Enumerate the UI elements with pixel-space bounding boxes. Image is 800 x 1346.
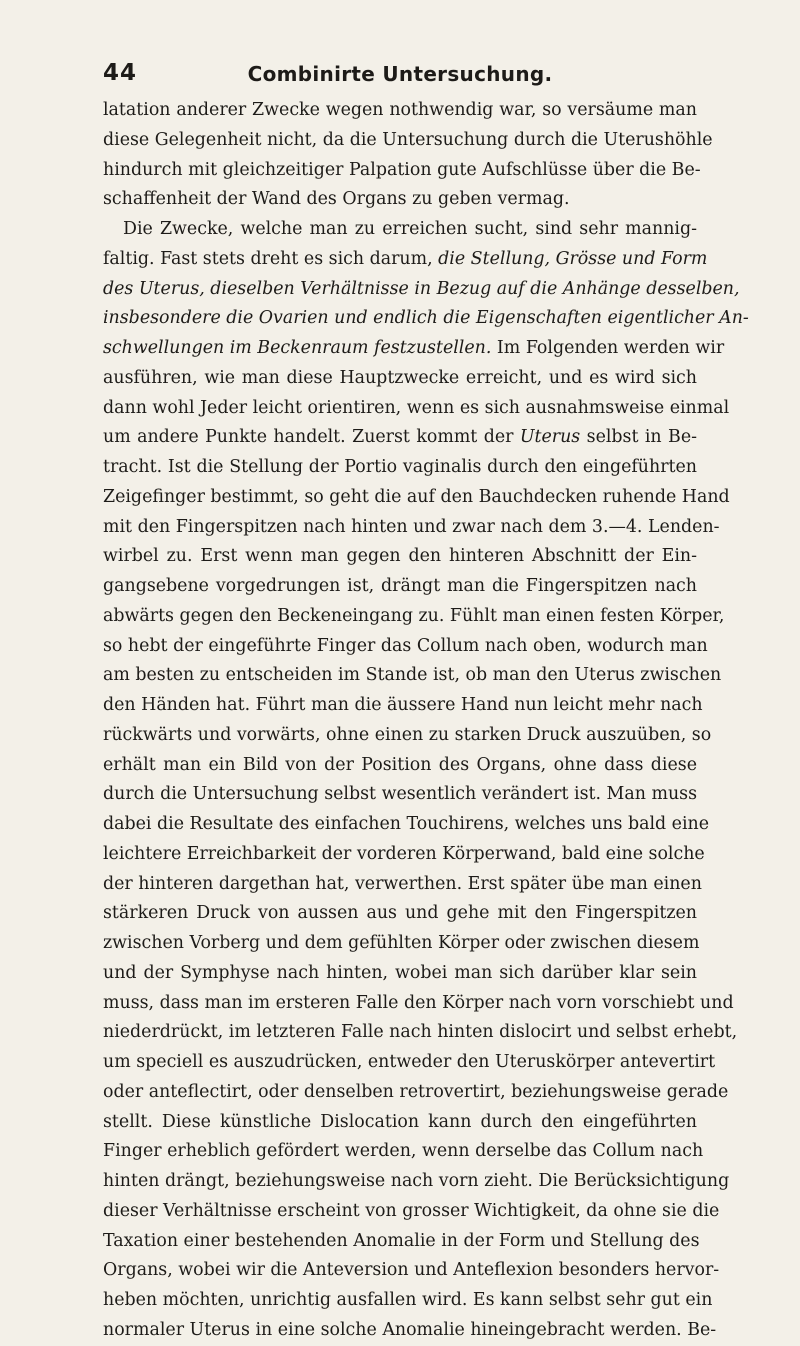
page-number: 44 bbox=[103, 60, 138, 86]
text-run: der hinteren dargethan hat, verwerthen. Erst später übe man einen bbox=[103, 873, 702, 894]
text-run: Im Folgenden werden wir bbox=[491, 338, 725, 358]
text-run: diese Gelegenheit nicht, da die Untersuchung durch die Uterushöhle bbox=[103, 129, 713, 150]
text-line bbox=[103, 394, 730, 424]
text-line bbox=[103, 1167, 730, 1197]
text-run: faltig. Fast stets dreht es sich darum, bbox=[103, 248, 439, 269]
text-line bbox=[103, 1286, 713, 1316]
text-line bbox=[103, 96, 697, 126]
text-run: Finger erheblich gefördert werden, wenn derselbe das Collum nach bbox=[103, 1141, 704, 1162]
text-run: zwischen Vorberg und dem gefühlten Körper oder zwischen diesem bbox=[103, 933, 700, 953]
text-line bbox=[103, 215, 697, 245]
text-line bbox=[103, 542, 697, 572]
text-run: muss, dass man im ersteren Falle den Körper nach vorn vorschiebt und bbox=[103, 992, 734, 1013]
text-run: dieser Verhältnisse erscheint von grosser Wichtigkeit, da ohne sie die bbox=[103, 1200, 720, 1221]
text-line bbox=[103, 364, 697, 394]
text-run: latation anderer Zwecke wegen nothwendig war, so versäume man bbox=[103, 100, 697, 120]
text-run: stellt. Diese künstliche Dislocation kann durch den eingeführten bbox=[103, 1111, 697, 1132]
paragraph bbox=[103, 215, 749, 1346]
text-line bbox=[103, 1227, 700, 1257]
text-run: tracht. Ist die Stellung der Portio vaginalis durch den eingeführten bbox=[103, 457, 697, 477]
text-run: Die Zwecke, welche man zu erreichen sucht, sind sehr mannig- bbox=[123, 219, 697, 239]
text-run: um andere Punkte handelt. Zuerst kommt der bbox=[103, 427, 520, 448]
text-run: rückwärts und vorwärts, ohne einen zu starken Druck auszuüben, so bbox=[103, 724, 712, 745]
text-line bbox=[103, 513, 720, 543]
text-line bbox=[103, 1108, 697, 1138]
text-line bbox=[103, 1137, 704, 1167]
text-run: Zeigefinger bestimmt, so geht die auf den Bauchdecken ruhende Hand bbox=[103, 486, 730, 507]
text-line bbox=[103, 721, 712, 751]
text-run: Organs, wobei wir die Anteversion und Anteflexion besonders hervor- bbox=[103, 1260, 720, 1281]
page-header bbox=[103, 60, 697, 88]
text-run: ausführen, wie man diese Hauptzwecke erreicht, und es wird sich bbox=[103, 367, 697, 388]
text-line bbox=[103, 632, 708, 662]
text-line bbox=[103, 780, 697, 810]
text-run: gangsebene vorgedrungen ist, drängt man die Fingerspitzen nach bbox=[103, 576, 697, 596]
text-line bbox=[103, 959, 697, 989]
text-line bbox=[103, 275, 740, 305]
italic-text: des Uterus, dieselben Verhältnisse in Bezug auf die Anhänge desselben, bbox=[103, 278, 740, 299]
text-run: durch die Untersuchung selbst wesentlich verändert ist. Man muss bbox=[103, 784, 697, 805]
text-line bbox=[103, 334, 725, 364]
text-line bbox=[103, 929, 700, 959]
text-line bbox=[103, 126, 713, 156]
text-line bbox=[103, 1018, 738, 1048]
text-line bbox=[103, 691, 703, 721]
text-run: stärkeren Druck von aussen aus und gehe mit den Fingerspitzen bbox=[103, 903, 697, 924]
body-text bbox=[103, 96, 749, 1346]
text-run: niederdrückt, im letzteren Falle nach hinten dislocirt und selbst erhebt, bbox=[103, 1022, 738, 1043]
text-line bbox=[103, 185, 697, 215]
text-run: Taxation einer bestehenden Anomalie in der Form und Stellung des bbox=[103, 1230, 700, 1251]
italic-text: schwellungen im Beckenraum festzustellen. bbox=[103, 338, 492, 358]
text-line bbox=[103, 1078, 729, 1108]
text-line bbox=[103, 245, 708, 275]
text-run: leichtere Erreichbarkeit der vorderen Körperwand, bald eine solche bbox=[103, 843, 705, 864]
text-run: selbst in Be- bbox=[580, 427, 697, 448]
text-line bbox=[103, 453, 697, 483]
text-line bbox=[103, 1197, 720, 1227]
text-line bbox=[103, 1256, 720, 1286]
text-line bbox=[103, 810, 710, 840]
text-run: oder anteflectirt, oder denselben retrovertirt, beziehungsweise gerade bbox=[103, 1081, 729, 1102]
text-run: schaffenheit der Wand des Organs zu geben vermag. bbox=[103, 189, 570, 210]
italic-text: die Stellung, Grösse und Form bbox=[438, 248, 708, 269]
text-line bbox=[103, 602, 725, 632]
text-run: am besten zu entscheiden im Stande ist, ob man den Uterus zwischen bbox=[103, 665, 722, 686]
running-title: Combinirte Untersuchung. bbox=[247, 62, 553, 86]
text-line bbox=[103, 423, 697, 453]
text-run: heben möchten, unrichtig ausfallen wird. Es kann selbst sehr gut ein bbox=[103, 1290, 713, 1310]
text-run: den Händen hat. Führt man die äussere Hand nun leicht mehr nach bbox=[103, 695, 703, 715]
text-line bbox=[103, 1316, 717, 1346]
text-line bbox=[103, 661, 722, 691]
text-run: und der Symphyse nach hinten, wobei man sich darüber klar sein bbox=[103, 962, 697, 983]
italic-text: insbesondere die Ovarien und endlich die Eigenschaften eigentlicher An- bbox=[103, 308, 749, 329]
text-line bbox=[103, 156, 701, 186]
text-run: dabei die Resultate des einfachen Touchirens, welches uns bald eine bbox=[103, 814, 710, 834]
text-line bbox=[103, 870, 702, 900]
paragraph bbox=[103, 96, 713, 215]
text-run: mit den Fingerspitzen nach hinten und zwar nach dem 3.—4. Lenden- bbox=[103, 516, 720, 537]
text-line bbox=[103, 304, 749, 334]
text-run: normaler Uterus in eine solche Anomalie hineingebracht werden. Be- bbox=[103, 1319, 717, 1340]
text-line bbox=[103, 751, 697, 781]
text-run: abwärts gegen den Beckeneingang zu. Fühlt man einen festen Körper, bbox=[103, 605, 725, 626]
text-line bbox=[103, 483, 730, 513]
text-run: erhält man ein Bild von der Position des Organs, ohne dass diese bbox=[103, 754, 697, 775]
text-line bbox=[103, 899, 697, 929]
text-run: hinten drängt, beziehungsweise nach vorn zieht. Die Berücksichtigung bbox=[103, 1171, 730, 1191]
text-run: hindurch mit gleichzeitiger Palpation gute Aufschlüsse über die Be- bbox=[103, 159, 701, 180]
text-line bbox=[103, 840, 705, 870]
text-line bbox=[103, 1048, 716, 1078]
text-line bbox=[103, 989, 734, 1019]
text-run: um speciell es auszudrücken, entweder den Uteruskörper antevertirt bbox=[103, 1052, 716, 1072]
text-line bbox=[103, 572, 697, 602]
italic-text: Uterus bbox=[519, 427, 581, 448]
text-run: wirbel zu. Erst wenn man gegen den hinteren Abschnitt der Ein- bbox=[103, 546, 697, 567]
text-run: so hebt der eingeführte Finger das Collum nach oben, wodurch man bbox=[103, 635, 708, 656]
text-run: dann wohl Jeder leicht orientiren, wenn es sich ausnahmsweise einmal bbox=[103, 397, 730, 418]
